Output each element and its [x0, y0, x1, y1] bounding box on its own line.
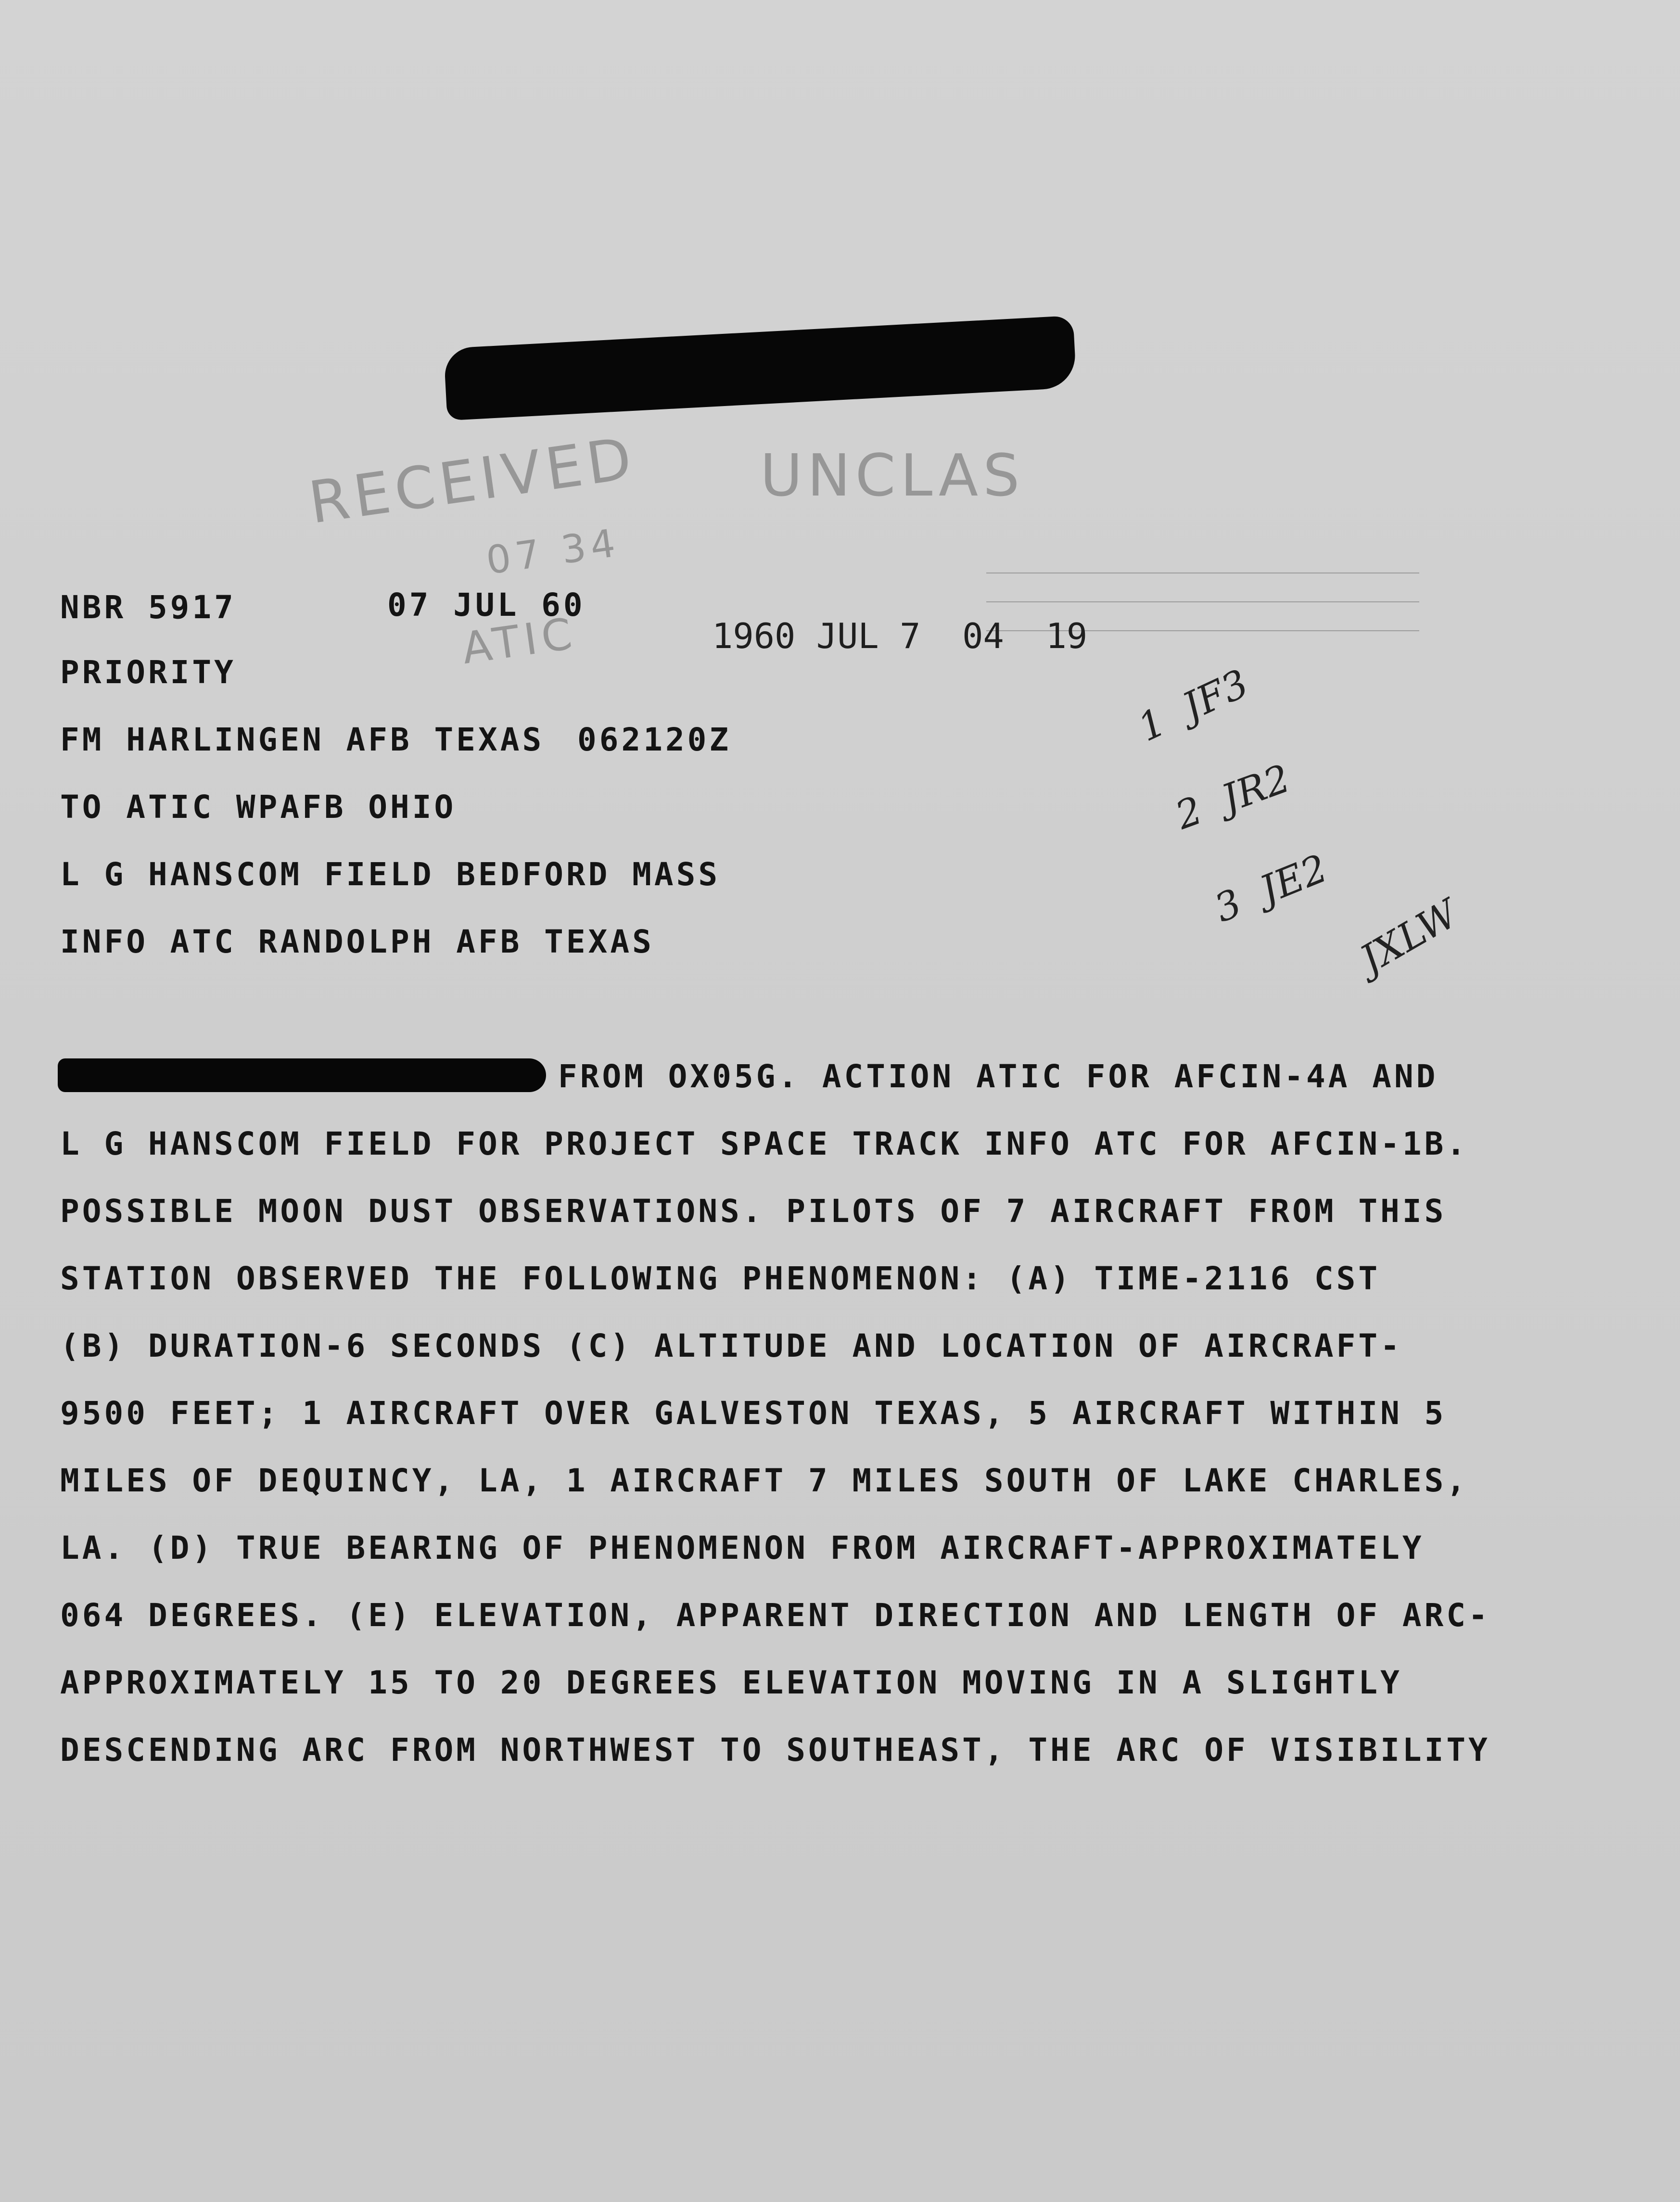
- body-line-5: (B) DURATION-6 SECONDS (C) ALTITUDE AND LOCATION OF AIRCRAFT-: [60, 1327, 1402, 1364]
- redaction-bar-body: [58, 1058, 546, 1092]
- routing-mark-4: JXLW: [1352, 891, 1466, 982]
- stamp-rule-2: [986, 601, 1419, 602]
- message-number: NBR 5917: [60, 589, 236, 626]
- body-line-2: L G HANSCOM FIELD FOR PROJECT SPACE TRACK INFO ATC FOR AFCIN-1B.: [60, 1125, 1469, 1162]
- body-line-11: DESCENDING ARC FROM NORTHWEST TO SOUTHEAST, THE ARC OF VISIBILITY: [60, 1731, 1490, 1769]
- routing-mark-1: 1 JF3: [1131, 661, 1255, 751]
- redaction-bar-top: [444, 316, 1077, 420]
- stamp-time: 07 34: [483, 520, 623, 583]
- body-line-6: 9500 FEET; 1 AIRCRAFT OVER GALVESTON TEXAS, 5 AIRCRAFT WITHIN 5: [60, 1395, 1447, 1432]
- to-line: TO ATIC WPAFB OHIO: [60, 789, 457, 826]
- body-line-8: LA. (D) TRUE BEARING OF PHENOMENON FROM AIRCRAFT-APPROXIMATELY: [60, 1529, 1425, 1566]
- info-line: INFO ATC RANDOLPH AFB TEXAS: [60, 923, 654, 960]
- body-line-9: 064 DEGREES. (E) ELEVATION, APPARENT DIRECTION AND LENGTH OF ARC-: [60, 1597, 1490, 1634]
- precedence: PRIORITY: [60, 654, 236, 691]
- message-date: 07 JUL 60: [387, 586, 585, 624]
- received-stamp: RECEIVED: [305, 425, 640, 537]
- received-datestamp: 1960 JUL 7 04 19: [712, 616, 1088, 656]
- routing-mark-3: 3 JE2: [1208, 845, 1334, 931]
- to-line-2: L G HANSCOM FIELD BEDFORD MASS: [60, 856, 721, 893]
- body-line-4: STATION OBSERVED THE FOLLOWING PHENOMENON: (A) TIME-2116 CST: [60, 1260, 1381, 1297]
- stamp-office: ATIC: [458, 608, 580, 675]
- classification-stamp: UNCLAS: [760, 443, 1025, 509]
- routing-mark-2: 2 JR2: [1170, 755, 1296, 839]
- body-line-3: POSSIBLE MOON DUST OBSERVATIONS. PILOTS OF 7 AIRCRAFT FROM THIS: [60, 1193, 1447, 1230]
- from-line: FM HARLINGEN AFB TEXAS: [60, 721, 545, 758]
- body-line-10: APPROXIMATELY 15 TO 20 DEGREES ELEVATION MOVING IN A SLIGHTLY: [60, 1664, 1402, 1701]
- body-line-1: FROM OX05G. ACTION ATIC FOR AFCIN-4A AND: [558, 1058, 1438, 1095]
- body-line-7: MILES OF DEQUINCY, LA, 1 AIRCRAFT 7 MILES SOUTH OF LAKE CHARLES,: [60, 1462, 1469, 1499]
- date-time-group: 062120Z: [577, 721, 732, 758]
